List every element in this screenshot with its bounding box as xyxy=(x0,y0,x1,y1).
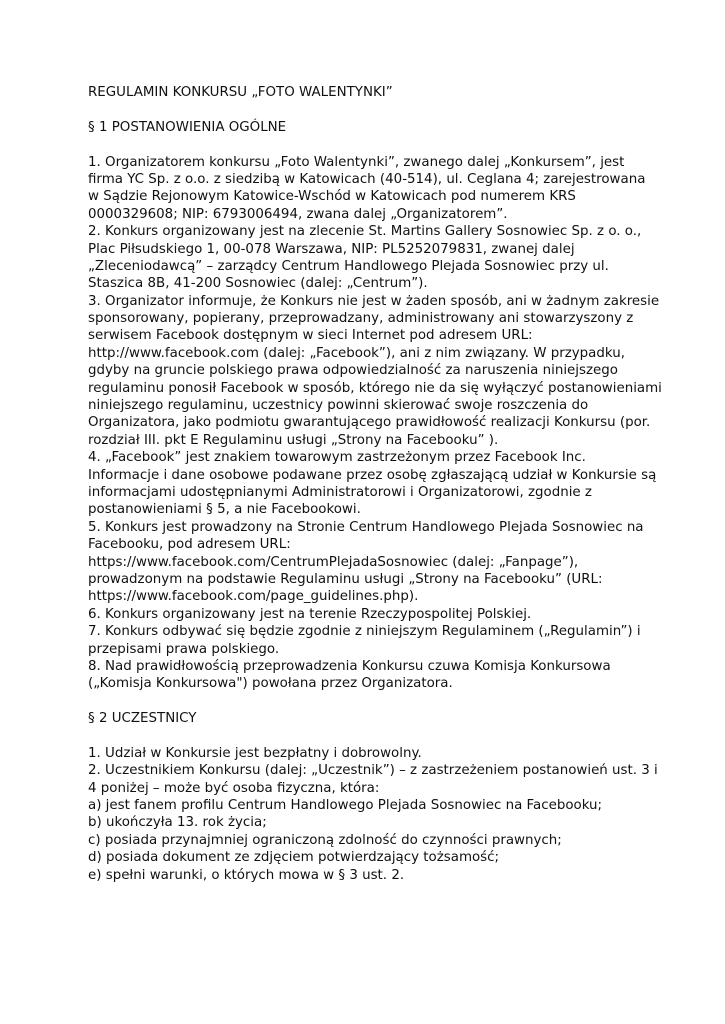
text-line: 8. Nad prawidłowością przeprowadzenia Konkursu czuwa Komisja Konkursowa xyxy=(88,658,611,674)
section-1-heading: § 1 POSTANOWIENIA OGÓLNE xyxy=(88,119,287,135)
text-line: c) posiada przynajmniej ograniczoną zdolność do czynności prawnych; xyxy=(88,832,562,848)
text-line: 2. Uczestnikiem Konkursu (dalej: „Uczestnik”) – z zastrzeżeniem postanowień ust. 3 i xyxy=(88,763,658,779)
text-line: niniejszego regulaminu, uczestnicy powinni skierować swoje roszczenia do xyxy=(88,398,589,414)
spacer xyxy=(88,136,648,153)
text-line: w Sądzie Rejonowym Katowice-Wschód w Katowicach pod numerem KRS xyxy=(88,189,576,205)
text-line: b) ukończyła 13. rok życia; xyxy=(88,815,267,831)
text-line: rozdział III. pkt E Regulaminu usługi „Strony na Facebooku” ). xyxy=(88,432,499,448)
document-title: REGULAMIN KONKURSU „FOTO WALENTYNKI” xyxy=(88,85,393,100)
spacer xyxy=(88,693,648,710)
text-line: Organizatora, jako podmiotu gwarantującego prawidłowość realizacji Konkursu (por. xyxy=(88,415,651,431)
text-line: 5. Konkurs jest prowadzony na Stronie Centrum Handlowego Plejada Sosnowiec na xyxy=(88,519,644,535)
text-line: 6. Konkurs organizowany jest na terenie Rzeczypospolitej Polskiej. xyxy=(88,606,532,622)
text-line: 1. Udział w Konkursie jest bezpłatny i dobrowolny. xyxy=(88,745,422,761)
text-line: d) posiada dokument ze zdjęciem potwierdzający tożsamość; xyxy=(88,850,500,866)
text-line: 4 poniżej – może być osoba fizyczna, która: xyxy=(88,780,380,796)
text-line: 1. Organizatorem konkursu „Foto Walentynki”, zwanego dalej „Konkursem”, jest xyxy=(88,154,625,170)
text-line: serwisem Facebook dostępnym w sieci Internet pod adresem URL: xyxy=(88,328,533,344)
text-line: regulaminu ponosił Facebook w sposób, którego nie da się wyłączyć postanowieniami xyxy=(88,380,662,396)
text-line: 2. Konkurs organizowany jest na zlecenie St. Martins Gallery Sosnowiec Sp. z o. o., xyxy=(88,224,642,240)
text-line: postanowieniami § 5, a nie Facebookowi. xyxy=(88,502,361,518)
spacer xyxy=(88,727,648,744)
text-line: https://www.facebook.com/CentrumPlejadaSosnowiec (dalej: „Fanpage”), xyxy=(88,554,579,570)
text-line: http://www.facebook.com (dalej: „Facebook”), ani z nim związany. W przypadku, xyxy=(88,345,625,361)
text-line: gdyby na gruncie polskiego prawa odpowiedzialność za naruszenia niniejszego xyxy=(88,363,618,379)
text-line: „Zleceniodawcą” – zarządcy Centrum Handlowego Plejada Sosnowiec przy ul. xyxy=(88,258,609,274)
document-page xyxy=(88,84,662,884)
text-line: 4. „Facebook” jest znakiem towarowym zastrzeżonym przez Facebook Inc. xyxy=(88,450,586,466)
text-line: Informacje i dane osobowe podawane przez osobę zgłaszającą udział w Konkursie są xyxy=(88,467,657,483)
text-line: Plac Piłsudskiego 1, 00-078 Warszawa, NIP: PL5252079831, zwanej dalej xyxy=(88,241,575,257)
text-line: informacjami udostępnianymi Administratorowi i Organizatorowi, zgodnie z xyxy=(88,484,592,500)
section-1-body xyxy=(88,154,662,693)
text-line: Facebooku, pod adresem URL: xyxy=(88,537,291,553)
text-line: Staszica 8B, 41-200 Sosnowiec (dalej: „Centrum”). xyxy=(88,276,428,292)
text-line: 0000329608; NIP: 6793006494, zwana dalej „Organizatorem”. xyxy=(88,206,508,222)
spacer xyxy=(88,101,648,118)
text-line: przepisami prawa polskiego. xyxy=(88,641,280,657)
text-line: https://www.facebook.com/page_guidelines.php). xyxy=(88,589,419,605)
text-line: sponsorowany, popierany, przeprowadzany, administrowany ani stowarzyszony z xyxy=(88,311,634,327)
text-line: a) jest fanem profilu Centrum Handlowego Plejada Sosnowiec na Facebooku; xyxy=(88,798,603,814)
text-line: e) spełni warunki, o których mowa w § 3 ust. 2. xyxy=(88,867,405,883)
text-line: firma YC Sp. z o.o. z siedzibą w Katowicach (40-514), ul. Ceglana 4; zarejestrowana xyxy=(88,171,646,187)
text-line: prowadzonym na podstawie Regulaminu usługi „Strony na Facebooku” (URL: xyxy=(88,571,603,587)
text-line: 7. Konkurs odbywać się będzie zgodnie z niniejszym Regulaminem („Regulamin”) i xyxy=(88,624,641,640)
section-2-heading: § 2 UCZESTNICY xyxy=(88,711,197,727)
text-line: 3. Organizator informuje, że Konkurs nie jest w żaden sposób, ani w żadnym zakresie xyxy=(88,293,660,309)
section-2-body xyxy=(88,745,658,884)
text-line: („Komisja Konkursowa") powołana przez Organizatora. xyxy=(88,676,453,692)
